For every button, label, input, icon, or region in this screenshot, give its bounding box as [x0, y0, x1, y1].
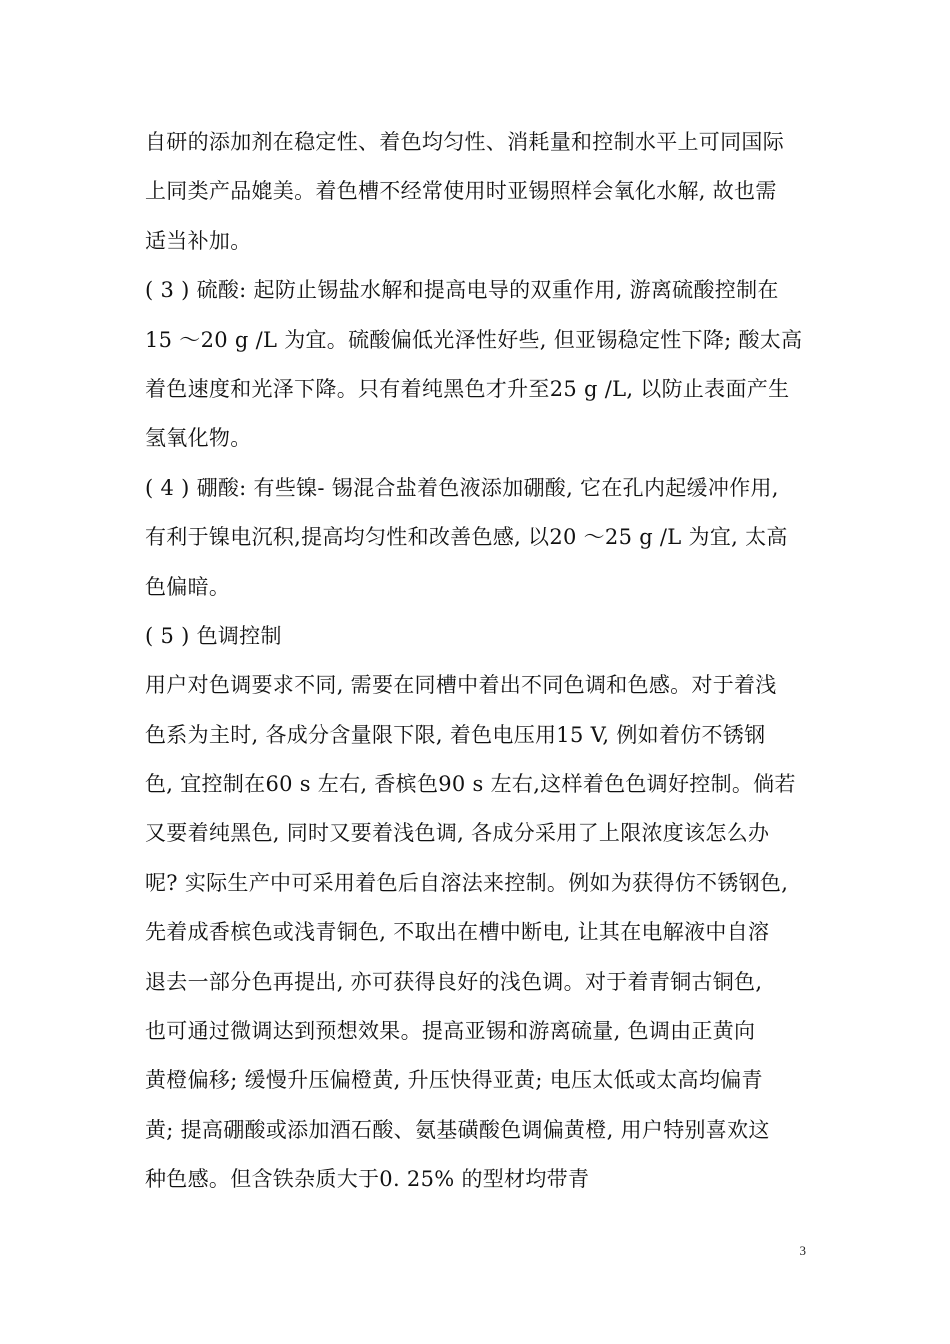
text-line: 也可通过微调达到预想效果。提高亚锡和游离硫量, 色调由正黄向 — [145, 1019, 756, 1044]
text-line: 适当补加。 — [145, 228, 252, 253]
text-line: 用户对色调要求不同, 需要在同槽中着出不同色调和色感。对于着浅 — [145, 673, 777, 698]
text-line: 上同类产品媲美。着色槽不经常使用时亚锡照样会氧化水解, 故也需 — [145, 179, 777, 204]
text-line: 有利于镍电沉积,提高均匀性和改善色感, 以20 ～25 g /L 为宜, 太高 — [145, 525, 788, 550]
text-line: 色偏暗。 — [145, 574, 231, 599]
text-line: ( 4 ) 硼酸: 有些镍- 锡混合盐着色液添加硼酸, 它在孔内起缓冲作用, — [145, 475, 779, 500]
text-line: 呢? 实际生产中可采用着色后自溶法来控制。例如为获得仿不锈钢色, — [145, 870, 789, 895]
text-line: ( 5 ) 色调控制 — [145, 623, 282, 648]
text-line: 着色速度和光泽下降。只有着纯黑色才升至25 g /L, 以防止表面产生 — [145, 376, 790, 401]
text-line: 先着成香槟色或浅青铜色, 不取出在槽中断电, 让其在电解液中自溶 — [145, 920, 770, 945]
text-line: 退去一部分色再提出, 亦可获得良好的浅色调。对于着青铜古铜色, — [145, 969, 763, 994]
page-number: 3 — [799, 1243, 806, 1258]
text-line: 色, 宜控制在60 s 左右, 香槟色90 s 左右,这样着色色调好控制。倘若 — [145, 772, 796, 797]
text-line: ( 3 ) 硫酸: 起防止锡盐水解和提高电导的双重作用, 游离硫酸控制在 — [145, 278, 779, 303]
text-line: 自研的添加剂在稳定性、着色均匀性、消耗量和控制水平上可同国际 — [145, 130, 784, 154]
text-line: 黄; 提高硼酸或添加酒石酸、氨基磺酸色调偏黄橙, 用户特别喜欢这 — [145, 1117, 770, 1142]
body-text — [145, 118, 813, 1205]
text-line: 氢氧化物。 — [145, 426, 252, 451]
text-line: 又要着纯黑色, 同时又要着浅色调, 各成分采用了上限浓度该怎么办 — [145, 821, 770, 846]
text-line: 黄橙偏移; 缓慢升压偏橙黄, 升压快得亚黄; 电压太低或太高均偏青 — [145, 1068, 763, 1093]
text-line: 种色感。但含铁杂质大于0. 25% 的型材均带青 — [145, 1167, 590, 1192]
text-line: 色系为主时, 各成分含量限下限, 着色电压用15 V, 例如着仿不锈钢 — [145, 722, 766, 747]
text-line: 15 ～20 g /L 为宜。硫酸偏低光泽性好些, 但亚锡稳定性下降; 酸太高 — [145, 327, 803, 352]
